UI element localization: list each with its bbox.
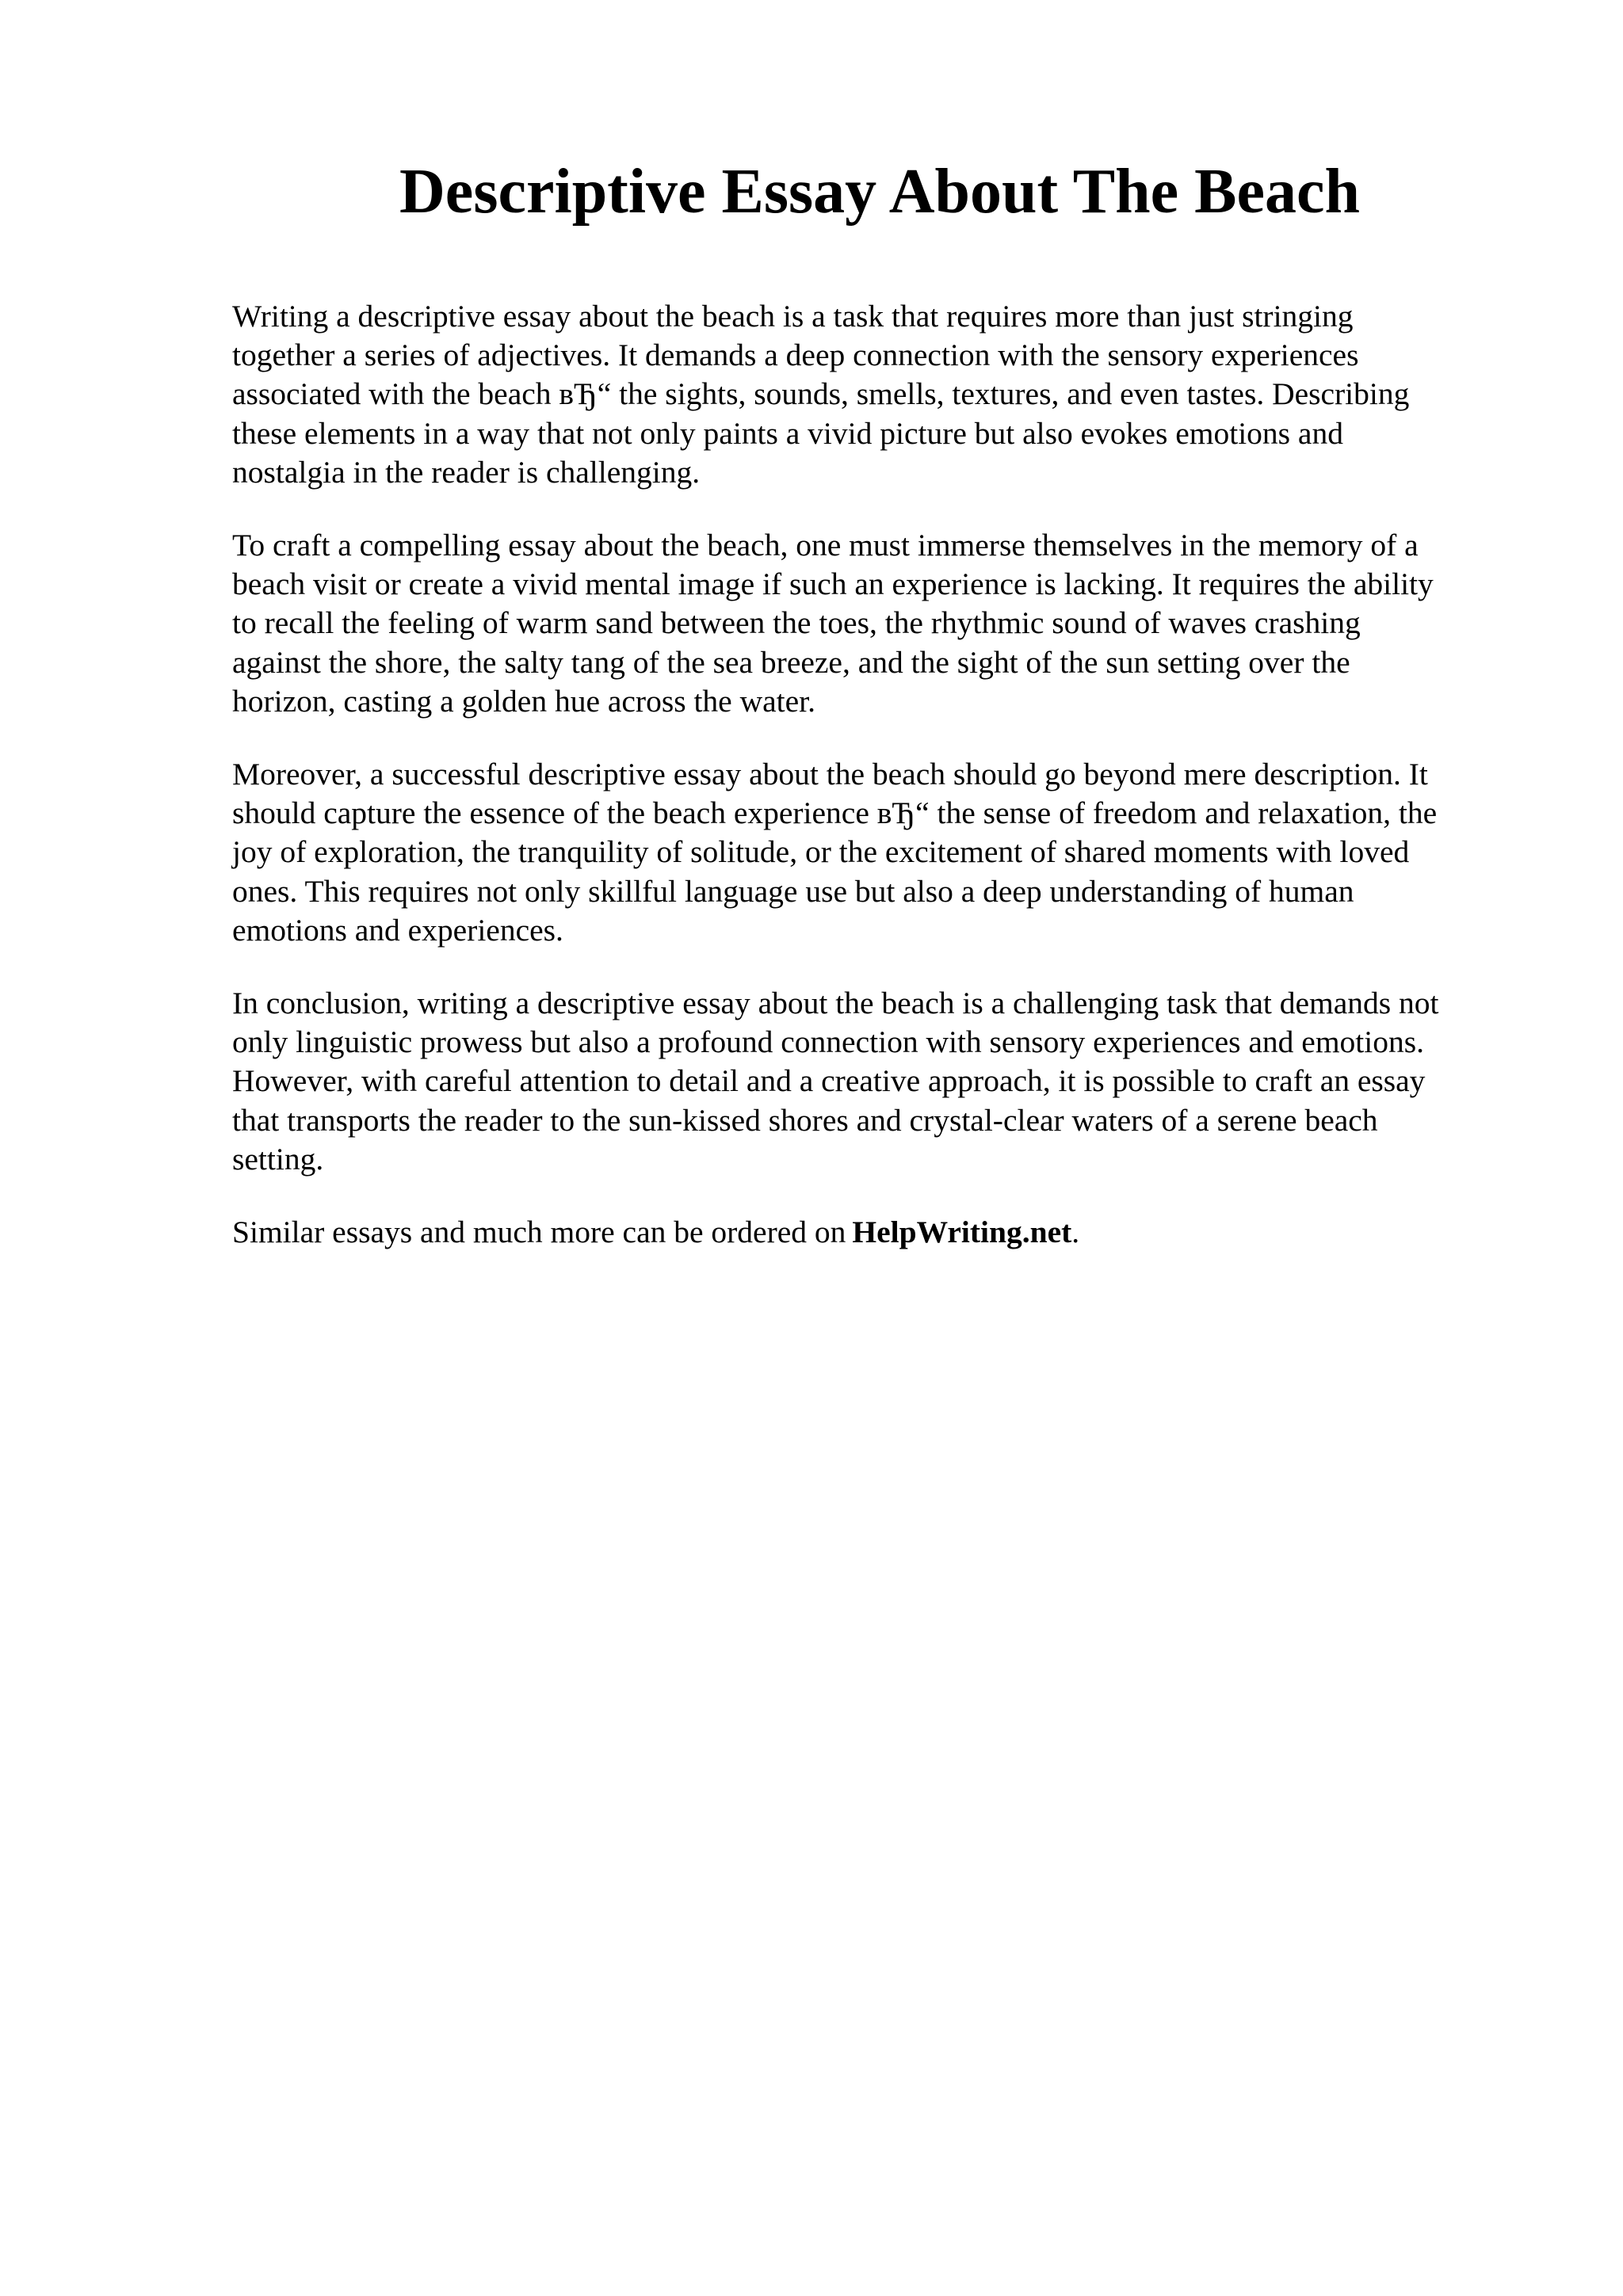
paragraph-1: Writing a descriptive essay about the beach is a task that requires more than just stringing together a series of adjectives. It demands a deep connection with the sensory experiences associated with the beach вЂ“ the sights, sounds, smells, textures, and even tastes. Describing these elements in a way that not only paints a vivid picture but also evokes emotions and nostalgia in the reader is challenging.: [232, 299, 1410, 490]
promo-text: Similar essays and much more can be ordered on: [232, 1215, 846, 1250]
paragraph-4: In conclusion, writing a descriptive essay about the beach is a challenging task that demands not only linguistic prowess but also a profound connection with sensory experiences and emotions. However, with careful attention to detail and a creative approach, it is possible to craft an essay that transports the reader to the sun-kissed shores and crystal-clear waters of a serene beach setting.: [232, 986, 1439, 1177]
document-title: Descriptive Essay About The Beach: [399, 157, 1360, 227]
paragraph-2: To craft a compelling essay about the beach, one must immerse themselves in the memory of a beach visit or create a vivid mental image if such an experience is lacking. It requires the ability to recall the feeling of warm sand between the toes, the rhythmic sound of waves crashing against the shore, the salty tang of the sea breeze, and the sight of the sun setting over the horizon, casting a golden hue across the water.: [232, 528, 1434, 719]
promo-suffix: .: [1071, 1215, 1080, 1250]
helpwriting-link[interactable]: HelpWriting.net: [852, 1215, 1072, 1250]
paragraph-3: Moreover, a successful descriptive essay about the beach should go beyond mere description. It should capture the essence of the beach experience вЂ“ the sense of freedom and relaxation, the joy of exploration, the tranquility of solitude, or the excitement of shared moments with loved ones. This requires not only skillful language use but also a deep understanding of human emotions and experiences.: [232, 757, 1438, 948]
document-body: [232, 297, 1516, 1252]
promo-line: [232, 1213, 1516, 1252]
